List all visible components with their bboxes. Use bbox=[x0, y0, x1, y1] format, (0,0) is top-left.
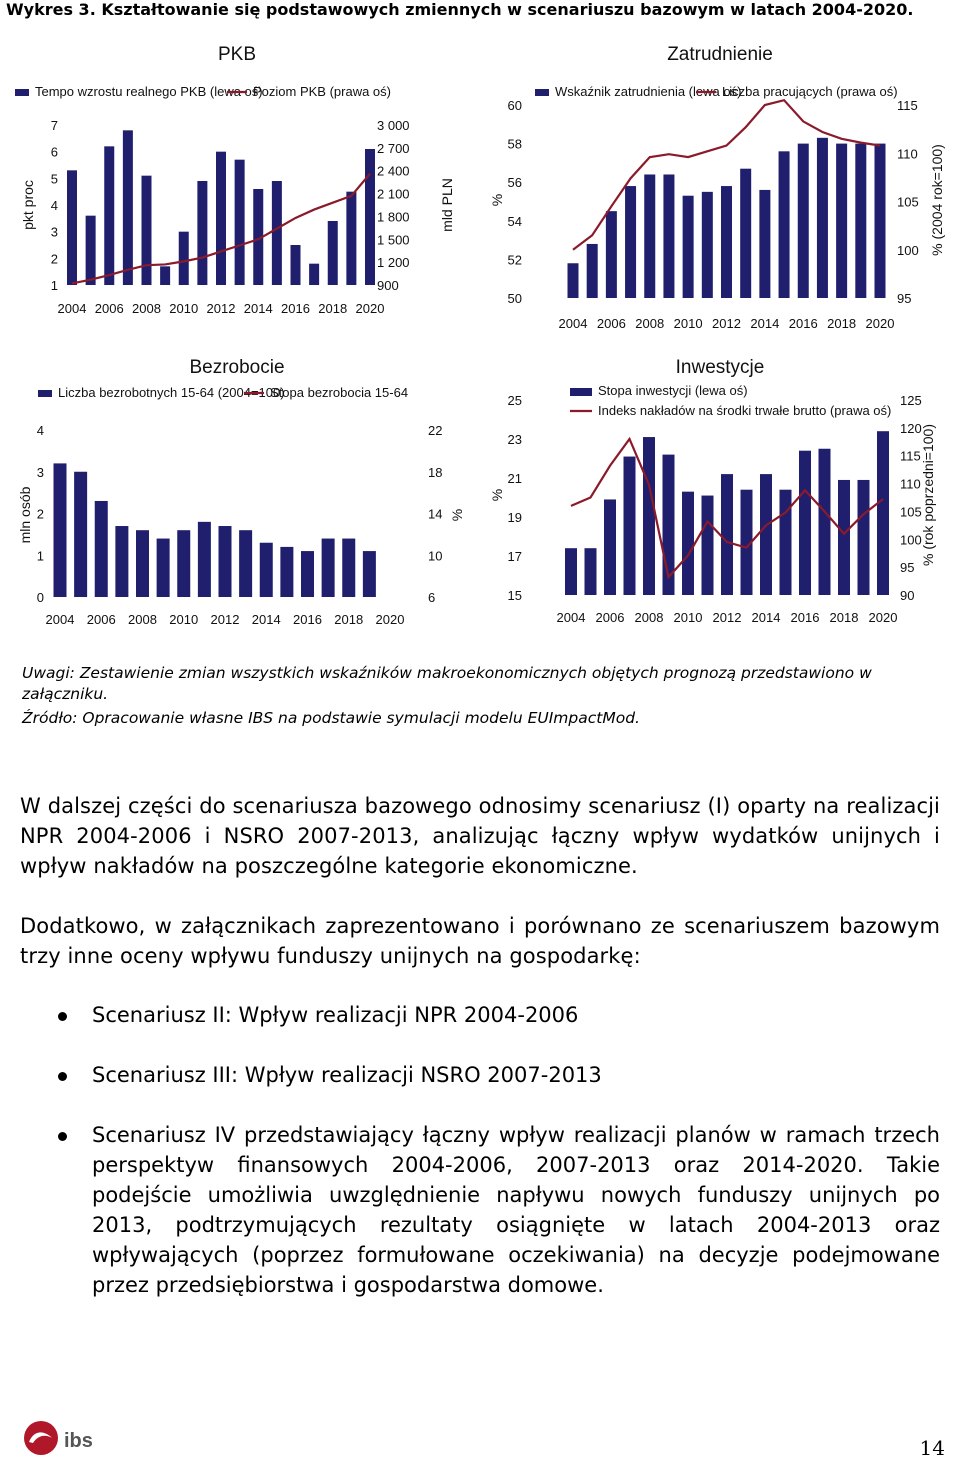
charts-area bbox=[0, 0, 960, 650]
bullet-icon bbox=[58, 1072, 67, 1081]
chart-bar bbox=[104, 146, 114, 285]
x-tick-label: 2008 bbox=[634, 610, 664, 625]
y-axis-label-left: % bbox=[489, 193, 505, 207]
y-tick-right: 120 bbox=[900, 420, 922, 436]
chart-pkb bbox=[15, 44, 455, 316]
y-tick-right: 1 800 bbox=[377, 209, 410, 225]
x-tick-label: 2012 bbox=[712, 316, 741, 331]
chart-bar bbox=[779, 151, 790, 298]
list-item-text: Scenariusz II: Wpływ realizacji NPR 2004-2006 bbox=[92, 1003, 579, 1027]
x-tick-label: 2018 bbox=[318, 301, 348, 316]
ibs-logo bbox=[22, 1418, 112, 1458]
chart-bar bbox=[219, 526, 232, 597]
chart-title: Bezrobocie bbox=[189, 357, 285, 378]
chart-title: PKB bbox=[217, 44, 257, 65]
y-tick-right: 3 000 bbox=[377, 118, 410, 133]
y-tick-right: 95 bbox=[900, 560, 915, 576]
legend-label: Liczba bezrobotnych 15-64 (2004=100) bbox=[58, 385, 285, 400]
x-tick-label: 2020 bbox=[868, 610, 898, 625]
y-tick-right: 18 bbox=[428, 464, 443, 480]
chart-bar bbox=[798, 144, 809, 298]
chart-bar bbox=[836, 144, 847, 298]
x-tick-label: 2012 bbox=[712, 610, 742, 625]
chart-inwestycje bbox=[489, 357, 936, 625]
x-tick-label: 2012 bbox=[206, 301, 236, 316]
figure-source: Źródło: Opracowanie własne IBS na podstawie symulacji modelu EUImpactMod. bbox=[22, 709, 640, 727]
chart-bar bbox=[817, 138, 828, 298]
x-tick-label: 2020 bbox=[355, 301, 385, 316]
chart-bar bbox=[799, 451, 811, 595]
chart-bar bbox=[643, 437, 655, 595]
chart-bar bbox=[160, 266, 170, 285]
y-tick-right: 105 bbox=[900, 504, 922, 520]
chart-bar bbox=[702, 192, 713, 298]
y-axis-label-right: mld PLN bbox=[439, 178, 455, 232]
y-tick-right: 110 bbox=[900, 476, 921, 492]
chart-bar bbox=[819, 449, 831, 595]
chart-bar bbox=[115, 526, 128, 597]
chart-bar bbox=[759, 190, 770, 298]
bullet-icon bbox=[58, 1012, 67, 1021]
y-tick-right: 6 bbox=[428, 590, 436, 605]
chart-bar bbox=[177, 530, 190, 597]
chart-bar bbox=[875, 144, 886, 298]
y-tick-right: 125 bbox=[900, 393, 922, 408]
chart-bar bbox=[663, 174, 674, 298]
x-tick-label: 2014 bbox=[751, 610, 781, 625]
y-tick-left: 0 bbox=[36, 590, 44, 605]
figure-note: Uwagi: Zestawienie zmian wszystkich wskaźników makroekonomicznych objętych prognozą przedstawiono w załączniku. bbox=[22, 664, 872, 703]
chart-bar bbox=[587, 244, 598, 298]
y-tick-left: 54 bbox=[507, 213, 522, 229]
chart-bar bbox=[301, 551, 314, 597]
y-tick-right: 90 bbox=[900, 588, 915, 603]
chart-bar bbox=[67, 170, 77, 285]
chart-bar bbox=[197, 181, 207, 285]
y-axis-label-right: % (2004 rok=100) bbox=[929, 144, 945, 256]
y-tick-left: 1 bbox=[36, 548, 44, 564]
chart-bar bbox=[760, 474, 772, 595]
x-tick-label: 2004 bbox=[57, 301, 87, 316]
y-tick-left: 4 bbox=[36, 423, 44, 438]
x-tick-label: 2008 bbox=[128, 612, 157, 627]
page-number: 14 bbox=[919, 1436, 945, 1460]
chart-bar bbox=[328, 221, 338, 285]
chart-bar bbox=[624, 457, 636, 595]
chart-bar bbox=[86, 216, 96, 285]
y-tick-right: 14 bbox=[428, 506, 443, 522]
x-tick-label: 2016 bbox=[790, 610, 820, 625]
chart-bar bbox=[780, 490, 792, 595]
x-tick-label: 2006 bbox=[86, 612, 116, 627]
y-tick-left: 4 bbox=[50, 198, 58, 213]
y-tick-left: 25 bbox=[507, 393, 522, 408]
y-axis-label-left: pkt proc bbox=[20, 180, 36, 230]
bullet-icon bbox=[58, 1132, 67, 1141]
chart-bar bbox=[604, 499, 616, 595]
chart-bar bbox=[179, 232, 189, 285]
x-tick-label: 2014 bbox=[243, 301, 273, 316]
chart-bar bbox=[280, 547, 293, 597]
y-tick-left: 17 bbox=[507, 549, 522, 564]
y-tick-left: 2 bbox=[50, 251, 58, 267]
paragraph: Dodatkowo, w załącznikach zaprezentowano i porównano ze scenariuszem bazowym trzy inne oceny wpływu funduszy unijnych na gospodarkę: bbox=[20, 914, 940, 968]
chart-bar bbox=[721, 474, 733, 595]
chart-title: Inwestycje bbox=[675, 357, 765, 378]
legend-label: Wskaźnik zatrudnienia (lewa oś) bbox=[555, 84, 742, 99]
chart-bar bbox=[95, 501, 108, 597]
logo-text: ibs bbox=[64, 1430, 93, 1452]
x-tick-label: 2016 bbox=[281, 301, 310, 316]
y-tick-left: 2 bbox=[36, 506, 44, 522]
chart-bar bbox=[838, 480, 850, 595]
chart-bar bbox=[239, 530, 252, 597]
paragraph: W dalszej części do scenariusza bazowego odnosimy scenariusz (I) oparty na realizacji NPR 2004-2006 i NSRO 2007-2013, analizując łączny wpływ wydatków unijnych i wpływ nakładów na poszczególne kategorie ekonomiczne. bbox=[20, 794, 940, 878]
chart-bar bbox=[309, 264, 319, 285]
chart-bar bbox=[565, 548, 577, 595]
chart-bar bbox=[855, 144, 866, 298]
x-tick-label: 2008 bbox=[635, 316, 665, 331]
y-tick-right: 105 bbox=[897, 194, 919, 210]
list-item-text: Scenariusz III: Wpływ realizacji NSRO 2007-2013 bbox=[92, 1063, 602, 1087]
y-tick-right: 2 100 bbox=[377, 186, 410, 202]
chart-bezrobocie bbox=[17, 357, 465, 627]
x-tick-label: 2004 bbox=[556, 610, 586, 625]
x-tick-label: 2006 bbox=[596, 316, 626, 331]
y-tick-left: 1 bbox=[50, 278, 58, 293]
chart-bar bbox=[136, 530, 149, 597]
chart-bar bbox=[260, 543, 273, 597]
legend-swatch-bar bbox=[15, 89, 29, 96]
y-tick-left: 56 bbox=[507, 175, 522, 191]
chart-bar bbox=[216, 152, 226, 285]
x-tick-label: 2018 bbox=[334, 612, 364, 627]
chart-bar bbox=[346, 192, 356, 285]
x-tick-label: 2010 bbox=[673, 610, 703, 625]
chart-bar bbox=[365, 149, 375, 285]
figure-title: Wykres 3. Kształtowanie się podstawowych zmiennych w scenariuszu bazowym w latach 2004-2020. bbox=[6, 0, 914, 19]
x-tick-label: 2016 bbox=[788, 316, 818, 331]
list-item-text: Scenariusz IV przedstawiający łączny wpływ realizacji planów w ramach trzech perspektyw finansowych 2004-2006, 2007-2013 oraz 2014-2020. Takie podejście umożliwia uwzględnienie napływu nowych funduszy unijnych po 2013, podtrzymujących rezultaty osiągnięte w latach 2004-2013 oraz wpływających (poprzez formułowane oczekiwania) na decyzje podejmowane przez przedsiębiorstwa i gospodarstwa domowe. bbox=[92, 1123, 940, 1297]
x-tick-label: 2010 bbox=[169, 301, 199, 316]
x-tick-label: 2014 bbox=[251, 612, 281, 627]
y-tick-left: 23 bbox=[507, 432, 522, 447]
x-tick-label: 2014 bbox=[750, 316, 780, 331]
legend-label: Stopa inwestycji (lewa oś) bbox=[598, 383, 748, 398]
chart-bar bbox=[142, 176, 152, 285]
chart-bar bbox=[644, 174, 655, 298]
chart-title: Zatrudnienie bbox=[667, 44, 773, 65]
legend-label: Stopa bezrobocia 15-64 bbox=[270, 385, 409, 400]
x-tick-label: 2006 bbox=[595, 610, 625, 625]
chart-bar bbox=[740, 169, 751, 298]
chart-zatrudnienie bbox=[489, 44, 945, 331]
x-tick-label: 2010 bbox=[169, 612, 199, 627]
y-tick-right: 10 bbox=[428, 548, 443, 564]
y-tick-left: 7 bbox=[50, 118, 58, 133]
y-tick-left: 21 bbox=[507, 471, 522, 486]
chart-bar bbox=[198, 522, 211, 597]
chart-bar bbox=[291, 245, 301, 285]
y-tick-right: 900 bbox=[377, 278, 399, 293]
y-axis-label-right: % (rok poprzedni=100) bbox=[920, 423, 936, 567]
x-tick-label: 2012 bbox=[210, 612, 240, 627]
y-axis-label-left: % bbox=[489, 488, 505, 502]
y-tick-left: 3 bbox=[36, 464, 44, 480]
y-tick-right: 2 400 bbox=[377, 163, 410, 179]
y-tick-right: 1 200 bbox=[377, 255, 410, 271]
chart-bar bbox=[682, 492, 694, 595]
x-tick-label: 2018 bbox=[827, 316, 857, 331]
y-axis-label-left: mln osób bbox=[17, 486, 33, 544]
y-tick-right: 115 bbox=[900, 448, 921, 464]
chart-bar bbox=[702, 496, 714, 595]
y-tick-right: 22 bbox=[428, 423, 443, 438]
chart-bar bbox=[322, 539, 335, 597]
legend-label: Indeks nakładów na środki trwałe brutto (prawa oś) bbox=[598, 403, 892, 418]
x-tick-label: 2004 bbox=[558, 316, 588, 331]
chart-bar bbox=[342, 539, 355, 597]
x-tick-label: 2010 bbox=[673, 316, 703, 331]
y-tick-left: 15 bbox=[507, 588, 522, 603]
y-tick-right: 95 bbox=[897, 291, 912, 306]
chart-bar bbox=[123, 130, 133, 285]
x-tick-label: 2018 bbox=[829, 610, 859, 625]
chart-bar bbox=[363, 551, 376, 597]
chart-bar bbox=[683, 196, 694, 298]
y-tick-right: 1 500 bbox=[377, 232, 410, 248]
legend-swatch-bar bbox=[570, 388, 592, 396]
chart-bar bbox=[606, 211, 617, 298]
x-tick-label: 2020 bbox=[375, 612, 405, 627]
y-tick-right: 100 bbox=[897, 242, 919, 258]
y-tick-left: 5 bbox=[50, 171, 58, 187]
chart-bar bbox=[157, 539, 170, 597]
x-tick-label: 2008 bbox=[132, 301, 161, 316]
chart-bar bbox=[272, 181, 282, 285]
x-tick-label: 2016 bbox=[293, 612, 322, 627]
y-tick-right: 2 700 bbox=[377, 140, 410, 156]
chart-bar bbox=[721, 186, 732, 298]
logo-mark bbox=[24, 1421, 58, 1455]
legend-swatch-bar bbox=[38, 390, 52, 397]
legend-label: Tempo wzrostu realnego PKB (lewa oś) bbox=[35, 84, 263, 99]
y-tick-left: 58 bbox=[507, 136, 522, 152]
x-tick-label: 2006 bbox=[94, 301, 124, 316]
x-tick-label: 2020 bbox=[865, 316, 895, 331]
chart-bar bbox=[54, 463, 67, 597]
y-tick-left: 19 bbox=[507, 510, 522, 525]
x-tick-label: 2004 bbox=[45, 612, 75, 627]
y-tick-left: 50 bbox=[507, 291, 522, 306]
y-tick-right: 100 bbox=[900, 532, 922, 548]
y-tick-left: 52 bbox=[507, 252, 522, 268]
y-tick-right: 110 bbox=[897, 146, 918, 162]
chart-bar bbox=[625, 186, 636, 298]
chart-bar bbox=[235, 160, 245, 285]
chart-bar bbox=[858, 480, 870, 595]
y-tick-left: 6 bbox=[50, 144, 58, 160]
y-tick-left: 3 bbox=[50, 224, 58, 240]
y-axis-label-right: % bbox=[449, 508, 465, 522]
chart-bar bbox=[74, 472, 87, 597]
y-tick-left: 60 bbox=[507, 98, 522, 113]
chart-bar bbox=[568, 263, 579, 298]
chart-bar bbox=[877, 431, 889, 595]
legend-swatch-bar bbox=[535, 89, 549, 96]
legend-label: Poziom PKB (prawa oś) bbox=[253, 84, 391, 99]
y-tick-right: 115 bbox=[897, 98, 918, 113]
legend-label: Liczba pracujących (prawa oś) bbox=[722, 84, 898, 99]
chart-bar bbox=[585, 548, 597, 595]
